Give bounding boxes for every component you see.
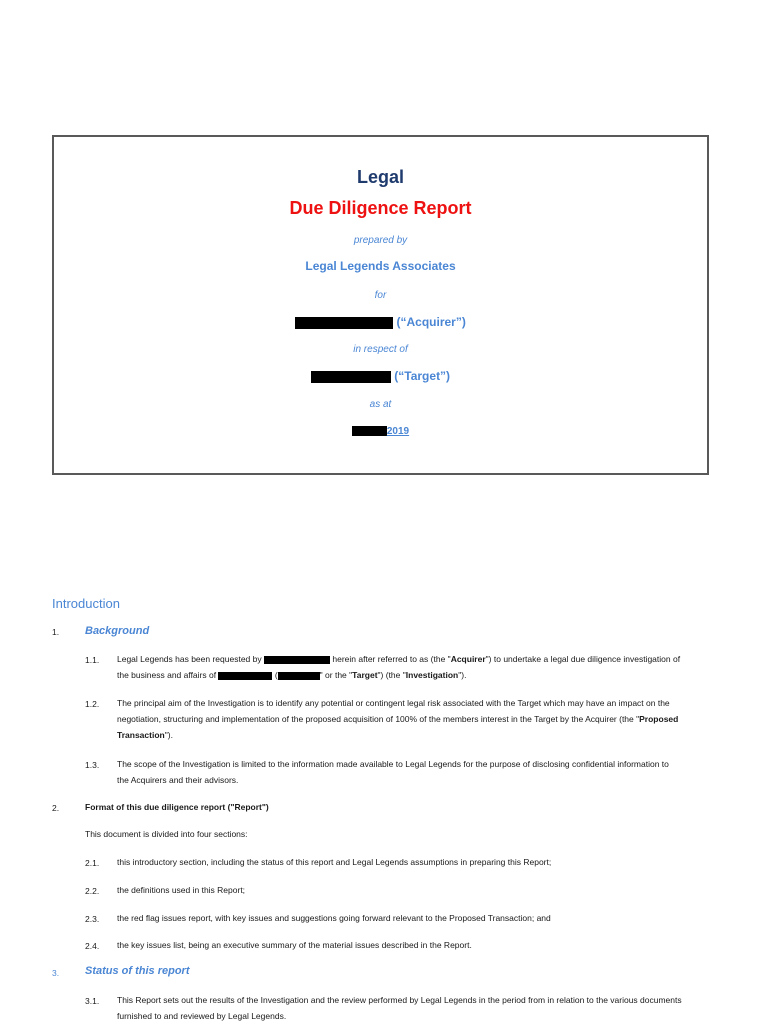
clause-text: Legal Legends has been requested by xyxy=(117,654,262,664)
section-title-format: Format of this due diligence report ("Report") xyxy=(85,802,269,812)
clause-text: This Report sets out the results of the Investigation and the review performed by Legal Legends in the period from in relation to the various documents xyxy=(117,995,682,1005)
cover-box xyxy=(52,135,709,475)
section-2-lead: This document is divided into four sections: xyxy=(85,829,248,839)
list-number: 2.1. xyxy=(85,858,100,868)
clause-text: the Acquirers and their advisors. xyxy=(117,775,239,785)
section-number: 1. xyxy=(52,627,60,637)
defined-term: Transaction xyxy=(117,730,165,740)
clause-1-3 xyxy=(117,756,722,788)
clause-text: negotiation, structuring and implementation of the proposed acquisition of 100% of the members interest in the Target by the Acquirer (the " xyxy=(117,714,640,724)
list-number: 2.2. xyxy=(85,886,100,896)
section-number: 2. xyxy=(52,803,60,813)
acquirer-label: (“Acquirer”) xyxy=(396,315,466,329)
date-line xyxy=(54,426,707,437)
redaction-bar xyxy=(264,656,330,664)
as-at-text: as at xyxy=(369,399,392,410)
section-title-background: Background xyxy=(85,625,150,637)
date-year: 2019 xyxy=(386,426,410,437)
redaction-bar xyxy=(352,426,387,436)
list-number: 2.4. xyxy=(85,941,100,951)
cover-subtitle: Due Diligence Report xyxy=(289,198,472,218)
redaction-bar xyxy=(278,672,320,680)
prepared-by-text: prepared by xyxy=(353,235,408,246)
clause-3-1 xyxy=(117,992,722,1024)
defined-term: Proposed xyxy=(639,714,679,724)
section-title-status: Status of this report xyxy=(85,965,190,977)
clause-number: 1.3. xyxy=(85,760,100,770)
clause-number: 1.1. xyxy=(85,655,100,665)
clause-text: The scope of the Investigation is limited to the information made available to Legal Legends for the purpose of disclosing confidential information to xyxy=(117,759,669,769)
clause-number: 1.2. xyxy=(85,699,100,709)
clause-text: ") (the " xyxy=(377,670,406,680)
redaction-bar xyxy=(218,672,272,680)
clause-text: "). xyxy=(164,730,173,740)
clause-text: The principal aim of the Investigation is to identify any potential or contingent legal risk associated with the Target which may have an impact on the xyxy=(117,698,670,708)
list-item: the red flag issues report, with key issues and suggestions going forward relevant to the Proposed Transaction; and xyxy=(117,913,551,923)
clause-text: ") to undertake a legal due diligence investigation of xyxy=(485,654,681,664)
for-text: for xyxy=(374,290,387,301)
clause-1-2 xyxy=(117,695,722,743)
cover-title: Legal xyxy=(356,167,404,187)
firm-name: Legal Legends Associates xyxy=(305,259,456,273)
target-label: (“Target”) xyxy=(394,369,451,383)
introduction-heading: Introduction xyxy=(52,596,120,611)
clause-text: ( xyxy=(274,670,278,680)
target-line xyxy=(54,369,707,383)
defined-term: Acquirer xyxy=(450,654,486,664)
defined-term: Target xyxy=(352,670,378,680)
redaction-bar xyxy=(311,371,391,383)
clause-text: furnished to and reviewed by Legal Legends. xyxy=(117,1011,287,1021)
list-number: 2.3. xyxy=(85,914,100,924)
clause-text: " or the " xyxy=(319,670,353,680)
clause-number: 3.1. xyxy=(85,996,100,1006)
in-respect-of-text: in respect of xyxy=(353,344,408,355)
clause-text: "). xyxy=(458,670,467,680)
acquirer-line xyxy=(54,315,707,329)
section-number: 3. xyxy=(52,968,60,978)
list-item: the definitions used in this Report; xyxy=(117,885,246,895)
redaction-bar xyxy=(295,317,393,329)
list-item: this introductory section, including the status of this report and Legal Legends assumptions in preparing this Report; xyxy=(117,857,552,867)
clause-text: herein after referred to as (the " xyxy=(332,654,451,664)
clause-1-1 xyxy=(117,651,722,683)
list-item: the key issues list, being an executive summary of the material issues described in the Report. xyxy=(117,940,472,950)
clause-text: the business and affairs of xyxy=(117,670,217,680)
defined-term: Investigation xyxy=(405,670,459,680)
